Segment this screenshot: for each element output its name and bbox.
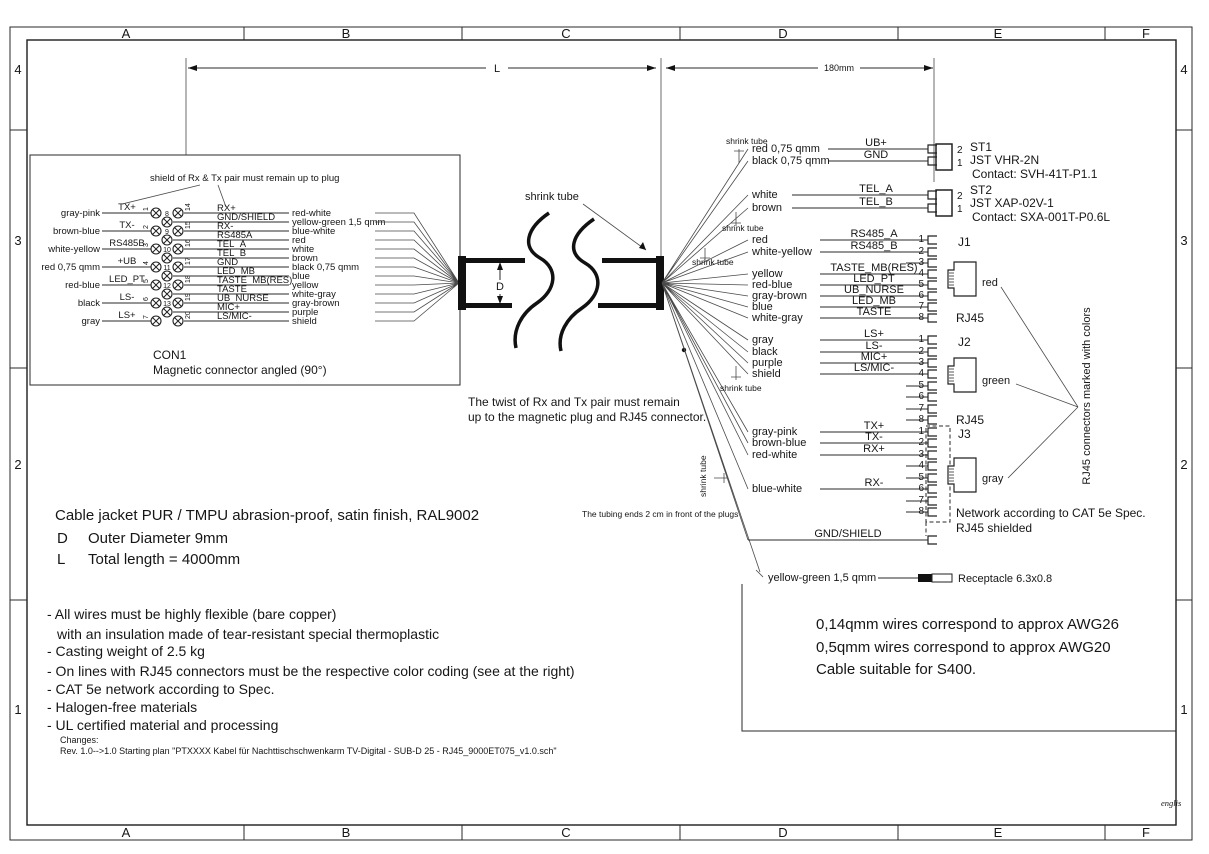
signal-label: +UB (117, 256, 137, 267)
grid-row-label: 3 (1180, 233, 1188, 248)
pin-number: 6 (918, 391, 924, 402)
pin-number: 2 (918, 437, 924, 448)
wire-color-label: shield (292, 316, 317, 327)
wire-color-label: purple (292, 307, 319, 318)
pin-number: 2 (957, 145, 963, 156)
pin-number: 3 (143, 243, 150, 247)
signal-label: TEL_A (859, 183, 893, 195)
connector-type: JST VHR-2N (970, 153, 1040, 167)
wire-color-label: gray (81, 316, 100, 327)
wire-color-label: brown-blue (752, 437, 807, 449)
pin-number: 4 (918, 460, 924, 471)
signal-label: TASTE_MB(RES) (830, 262, 918, 274)
wire-color-label: yellow-green 1,5 qmm (292, 217, 386, 228)
awg-note: Cable suitable for S400. (816, 661, 977, 678)
grid-col-label: F (1142, 26, 1150, 41)
wire-color-label: gray (752, 334, 774, 346)
wire-color-label: white (292, 244, 315, 255)
pin-number: 19 (185, 293, 192, 301)
signal-label: MIC+ (860, 351, 888, 363)
connector-id: J3 (958, 427, 971, 441)
signal-label: RX- (217, 221, 234, 232)
pin-number: 8 (918, 414, 924, 425)
signal-label: GND/SHIELD (217, 212, 276, 223)
wire-color-label: red 0,75 qmm (752, 143, 820, 155)
grid-col-label: C (561, 825, 571, 840)
signal-label: LED_MB (217, 266, 256, 277)
signal-label: RS485_A (850, 228, 898, 240)
requirement-item: - On lines with RJ45 connectors must be the respective color coding (see at the right) (47, 663, 575, 679)
pin-number: 8 (918, 506, 924, 517)
grid-col-label: C (561, 26, 571, 41)
pin-number: 16 (185, 239, 192, 247)
grid-col-label: E (993, 825, 1003, 840)
pin-number: 10 (163, 247, 171, 254)
wire-color-label: gray-pink (752, 426, 798, 438)
pin-number: 15 (185, 221, 192, 229)
signal-label: LS+ (118, 310, 136, 321)
wire-fan-left (375, 213, 459, 321)
signal-label: TASTE_MB(RES) (217, 275, 293, 286)
pin-number: 8 (918, 312, 924, 323)
signal-label: RX- (864, 477, 884, 489)
grid-row-label: 1 (1180, 702, 1188, 717)
signal-label: LED_PT (853, 273, 895, 285)
pin-number: 2 (957, 191, 963, 202)
wire-color-label: gray-brown (752, 290, 808, 302)
shrink-tube-label: shrink tube (722, 223, 764, 233)
pin-number: 3 (918, 357, 924, 368)
connector-st1 (752, 137, 1098, 181)
con1-shield-note: shield of Rx & Tx pair must remain up to plug (150, 173, 340, 184)
pin-number: 2 (918, 246, 924, 257)
connector-j1 (751, 228, 998, 325)
awg-notes (816, 616, 1119, 678)
plug-color-label: red (982, 277, 998, 289)
rj45-jack-icon (948, 458, 976, 492)
wire-color-label: black (752, 346, 778, 358)
signal-label: TEL_B (217, 248, 247, 259)
pin-number: 6 (918, 483, 924, 494)
pin-number: 11 (163, 265, 171, 272)
shrink-tube-label: shrink tube (726, 136, 768, 146)
pin-number: 1 (918, 426, 924, 437)
pin-number: 2 (918, 346, 924, 357)
signal-label: TX- (865, 431, 883, 443)
wire-color-label: red (292, 235, 306, 246)
spec-value: Total length = 4000mm (88, 551, 241, 568)
pin-number: 1 (957, 158, 963, 169)
signal-label: TASTE (856, 306, 892, 318)
signal-label: RS485_B (850, 240, 898, 252)
wire-color-label: gray-brown (292, 298, 340, 309)
grid-row-label: 2 (14, 457, 22, 472)
wire-color-label: yellow (752, 268, 783, 280)
signal-label: LS/MIC- (217, 311, 252, 322)
signal-label: GND (863, 149, 889, 161)
signal-label: UB_NURSE (844, 284, 904, 296)
pin-number: 3 (918, 449, 924, 460)
cable-drawing (458, 149, 760, 572)
plug-color-label: green (982, 375, 1011, 387)
grid-col-label: A (121, 825, 131, 840)
wire-color-label: black 0,75 qmm (292, 262, 360, 273)
signal-label: RX+ (863, 443, 885, 455)
spec-key: D (57, 530, 68, 547)
grid-col-label: E (993, 26, 1003, 41)
spec-value: Outer Diameter 9mm (88, 530, 229, 547)
pin-number: 7 (918, 403, 924, 414)
awg-note: 0,5qmm wires correspond to approx AWG20 (816, 639, 1111, 656)
grid-row-label: 3 (14, 233, 22, 248)
connector-id: ST2 (970, 183, 993, 197)
grid-col-label: D (778, 825, 788, 840)
grid-col-label: D (778, 26, 788, 41)
wire-color-label: blue (752, 301, 773, 313)
pin-number: 5 (918, 380, 924, 391)
requirement-item: - All wires must be highly flexible (bare copper) (47, 606, 337, 622)
requirement-item: - CAT 5e network according to Spec. (47, 681, 275, 697)
connector-contact: Contact: SVH-41T-P1.1 (972, 167, 1098, 181)
breakout-length-dim: 180mm (823, 63, 855, 73)
shrink-tube-label: shrink tube (720, 383, 762, 393)
plug-color-label: gray (982, 473, 1004, 485)
connector-type: RJ45 (956, 311, 985, 325)
connector-j2 (752, 328, 1010, 427)
pin-number: 1 (143, 207, 150, 211)
signal-label: MIC+ (217, 302, 240, 313)
rj45-color-note (1001, 287, 1093, 485)
wire-color-label: yellow-green 1,5 qmm (768, 572, 877, 584)
wire-color-label: blue (292, 271, 310, 282)
pin-number: 18 (185, 275, 192, 283)
grid-row-label: 2 (1180, 457, 1188, 472)
signal-label: LS- (119, 292, 135, 303)
signal-label: RS485B (109, 238, 145, 249)
pin-number: 6 (918, 290, 924, 301)
signal-label: GND (217, 257, 239, 268)
signal-label: TEL_B (859, 196, 893, 208)
shrink-tube-label: shrink tube (692, 257, 734, 267)
connector-type: JST XAP-02V-1 (970, 196, 1054, 210)
requirement-item: - UL certified material and processing (47, 717, 279, 733)
twist-note: up to the magnetic plug and RJ45 connector. (468, 410, 707, 424)
pin-number: 1 (957, 204, 963, 215)
changes-revision: Rev. 1.0-->1.0 Starting plan "PTXXXX Kabel für Nachttischschwenkarm TV-Digital - SUB-D 25 - RJ45_9000ET075_v1.0.sch" (60, 746, 557, 756)
pin-number: 4 (143, 261, 150, 265)
connector-st2 (751, 183, 1110, 224)
pin-number: 12 (163, 283, 171, 290)
requirement-item: with an insulation made of tear-resistant special thermoplastic (57, 626, 440, 642)
pin-number: 7 (918, 495, 924, 506)
awg-note: 0,14qmm wires correspond to approx AWG26 (816, 616, 1119, 633)
signal-label: LED_PT (109, 274, 145, 285)
connector-contact: Contact: SXA-001T-P0.6L (972, 210, 1111, 224)
receptacle (756, 570, 1052, 585)
wire-color-label: white-gray (292, 289, 336, 300)
connector-type: RJ45 (956, 413, 985, 427)
signal-label: TX- (119, 220, 135, 231)
wire-color-label: brown (752, 202, 782, 214)
shrink-tube-label: shrink tube (525, 191, 579, 203)
receptacle-label: Receptacle 6.3x0.8 (958, 573, 1053, 585)
signal-label: LS+ (864, 328, 884, 340)
rj45-jack-icon (948, 262, 976, 296)
twist-note: The twist of Rx and Tx pair must remain (468, 395, 680, 409)
wire-color-label: black 0,75 qmm (752, 155, 830, 167)
wire-color-label: gray-pink (60, 208, 100, 219)
signal-label: RS485A (217, 230, 253, 241)
grid-col-label: F (1142, 825, 1150, 840)
signal-label: TX+ (863, 420, 885, 432)
wire-color-label: red-white (752, 449, 798, 461)
connector-id: ST1 (970, 140, 993, 154)
total-length-dim: L (493, 63, 501, 75)
wire-color-label: red-blue (752, 279, 793, 291)
connector-type: RJ45 shielded (956, 521, 1033, 535)
pin-number: 4 (918, 268, 924, 279)
con1-detail (30, 155, 460, 385)
wire-color-label: white-yellow (752, 246, 812, 258)
wire-color-label: black (77, 298, 100, 309)
changes-title: Changes: (60, 735, 99, 745)
wire-color-label: blue-white (752, 483, 803, 495)
pin-number: 2 (143, 225, 150, 229)
pin-number: 20 (185, 311, 192, 319)
pin-number: 17 (185, 257, 192, 265)
wire-color-label: yellow (292, 280, 319, 291)
connector-description: Magnetic connector angled (90°) (153, 363, 327, 377)
title-block-lines (742, 584, 1176, 731)
pin-number: 6 (143, 297, 150, 301)
signal-label: LS/MIC- (853, 362, 895, 374)
signal-label: LED_MB (851, 295, 897, 307)
diameter-dim: D (496, 281, 504, 293)
pin-number: 14 (185, 203, 192, 211)
grid-row-label: 4 (1180, 62, 1188, 77)
grid-row-label: 4 (14, 62, 22, 77)
pin-number: 7 (143, 315, 150, 319)
tubing-note: The tubing ends 2 cm in front of the plugs (582, 509, 739, 519)
grid-col-label: A (121, 26, 131, 41)
wire-color-label: brown (292, 253, 318, 264)
wire-color-label: red-white (292, 208, 332, 219)
wire-color-label: brown-blue (53, 226, 100, 237)
network-note: Network according to CAT 5e Spec. (956, 506, 1146, 520)
connector-id: CON1 (153, 348, 187, 362)
shrink-tube-label: shrink tube (698, 455, 708, 497)
pin-number: 4 (918, 368, 924, 379)
signal-label: RX+ (217, 203, 236, 214)
pin-number: 1 (918, 334, 924, 345)
rj45-jack-icon (948, 358, 976, 392)
wire-color-label: white-yellow (48, 244, 100, 255)
connector-id: J1 (958, 235, 971, 249)
wire-color-label: red-blue (65, 280, 100, 291)
spec-key: L (57, 551, 66, 568)
requirement-item: - Casting weight of 2.5 kg (47, 643, 205, 659)
requirement-item: - Halogen-free materials (47, 699, 198, 715)
wire-color-label: white-gray (752, 312, 803, 324)
grid-col-label: B (341, 26, 351, 41)
wire-color-label: red (752, 234, 768, 246)
signal-label: GND/SHIELD (814, 528, 882, 540)
wire-color-label: red 0,75 qmm (41, 262, 100, 273)
pin-number: 1 (918, 234, 924, 245)
wire-color-label: shield (752, 368, 781, 380)
wire-color-label: white (752, 189, 778, 201)
pin-number: 5 (918, 472, 924, 483)
pin-number: 8 (165, 211, 169, 218)
signal-label: TEL_A (217, 239, 247, 250)
rj45-color-note-text: RJ45 connectors marked with colors (1081, 307, 1093, 485)
signal-label: TASTE (217, 284, 247, 295)
pin-number: 7 (918, 301, 924, 312)
wire-color-label: purple (752, 357, 783, 369)
cable-spec-notes (47, 507, 575, 756)
signal-label: UB_NURSE (217, 293, 269, 304)
wire-color-label: blue-white (292, 226, 336, 237)
pin-number: 9 (165, 229, 169, 236)
pin-number: 5 (918, 279, 924, 290)
grid-col-label: B (341, 825, 351, 840)
pin-number: 13 (163, 301, 171, 308)
signal-label: TX+ (118, 202, 136, 213)
connector-id: J2 (958, 335, 971, 349)
jacket-spec: Cable jacket PUR / TMPU abrasion-proof, satin finish, RAL9002 (55, 507, 480, 524)
language-note: englis (1161, 798, 1182, 808)
grid-row-label: 1 (14, 702, 22, 717)
signal-label: UB+ (865, 137, 887, 149)
pin-number: 3 (918, 257, 924, 268)
signal-label: LS- (865, 340, 883, 352)
pin-number: 5 (143, 279, 150, 283)
